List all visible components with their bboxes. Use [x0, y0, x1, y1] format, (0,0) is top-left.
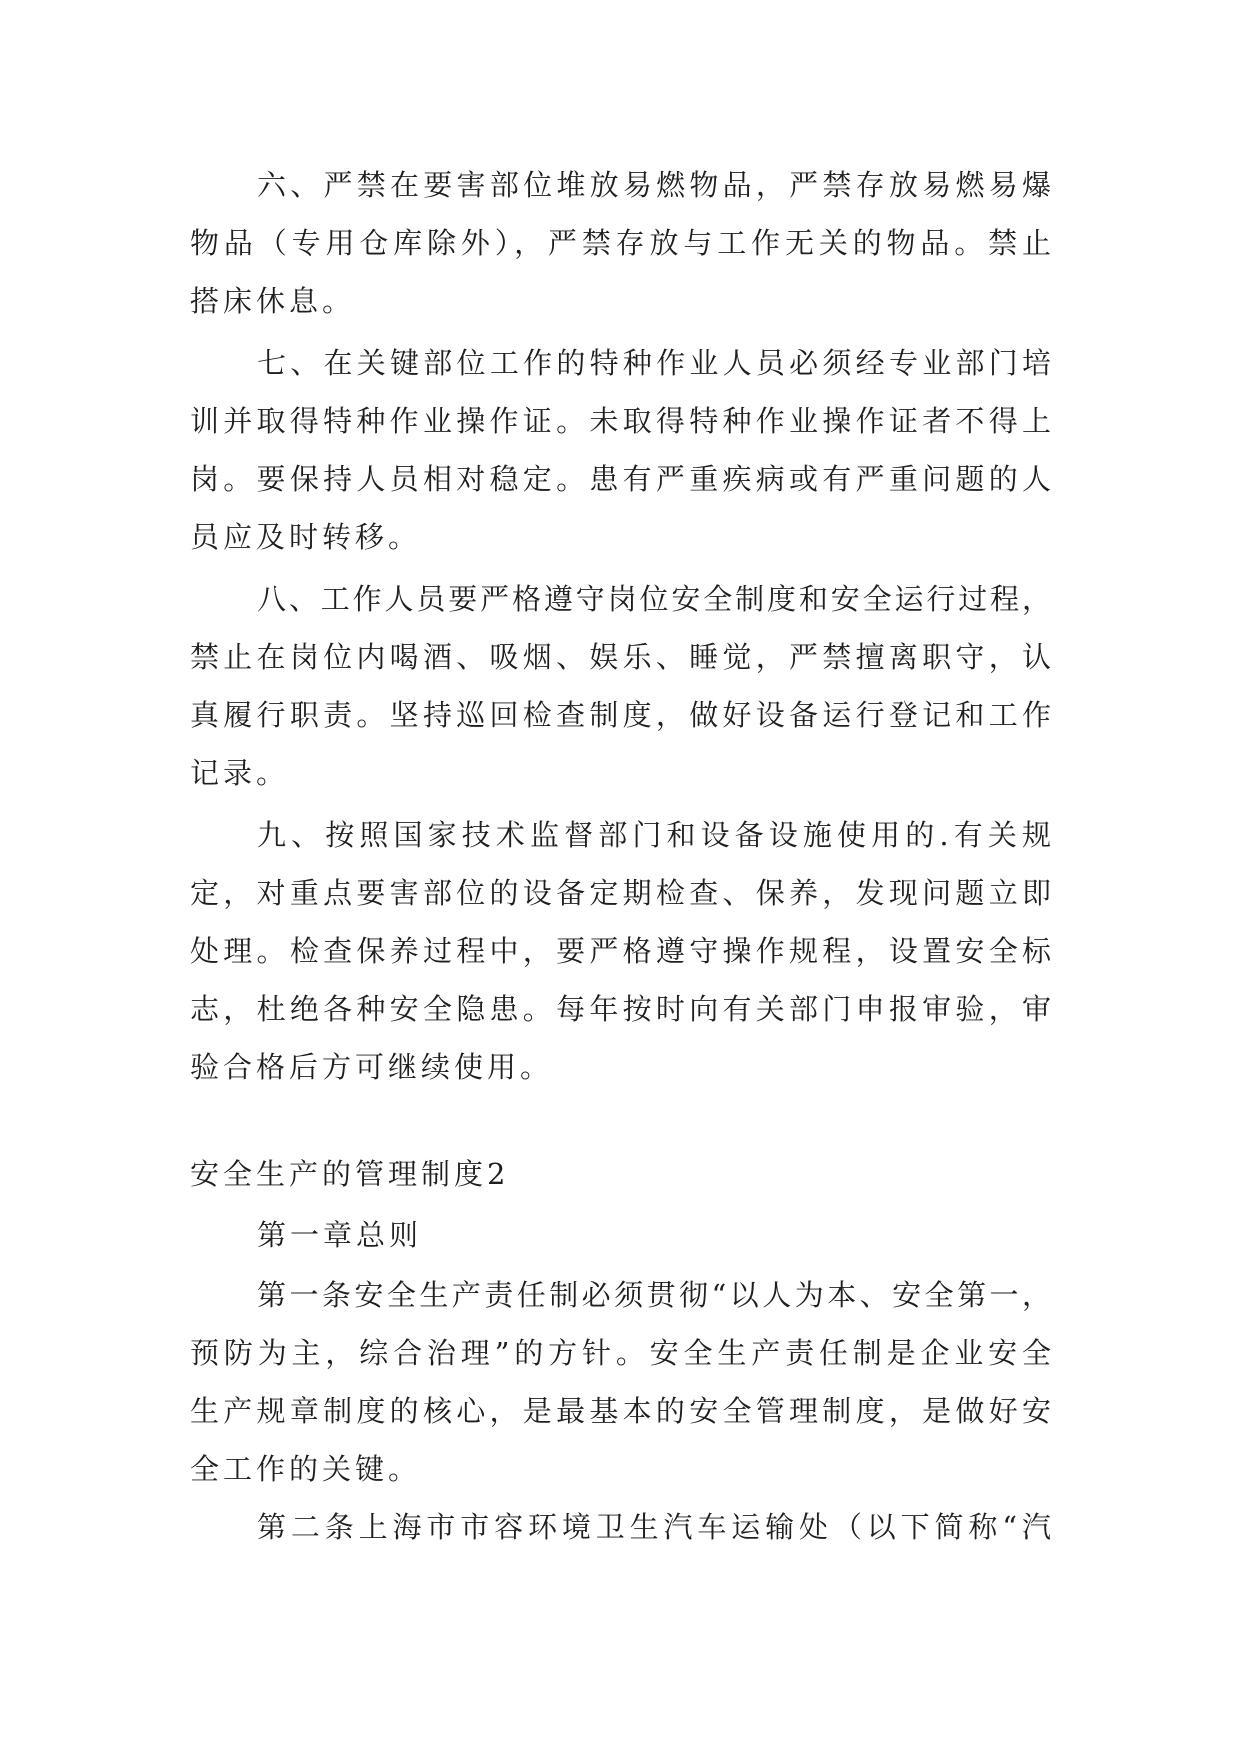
- chapter-heading: [190, 1206, 1051, 1264]
- paragraph-line: 九、按照国家技术监督部门和设备设施使用的.有关规: [257, 818, 1051, 852]
- paragraph-line: 真履行职责。坚持巡回检查制度，做好设备运行登记和工作: [190, 698, 1051, 732]
- paragraph-line: 搭床休息。: [190, 284, 356, 318]
- paragraph: [190, 1498, 1051, 1556]
- paragraph-line: 志，杜绝各种安全隐患。每年按时向有关部门申报审验，审: [190, 992, 1051, 1026]
- paragraph-line: 员应及时转移。: [190, 520, 422, 554]
- paragraph: [190, 570, 1051, 802]
- paragraph-line: 物品（专用仓库除外），严禁存放与工作无关的物品。禁止: [190, 226, 1051, 260]
- paragraph-line: 全工作的关键。: [190, 1452, 422, 1486]
- paragraph-line: 六、严禁在要害部位堆放易燃物品，严禁存放易燃易爆: [257, 168, 1051, 202]
- paragraph-line: 七、在关键部位工作的特种作业人员必须经专业部门培: [257, 346, 1051, 380]
- paragraph-line: 岗。要保持人员相对稳定。患有严重疾病或有严重问题的人: [190, 462, 1051, 496]
- chapter-heading-text: 第一章总则: [257, 1218, 423, 1252]
- paragraph: [190, 334, 1051, 566]
- paragraph-line: 生产规章制度的核心，是最基本的安全管理制度，是做好安: [190, 1394, 1051, 1428]
- paragraph-line: 第二条上海市市容环境卫生汽车运输处（以下简称“汽: [257, 1510, 1051, 1544]
- paragraph-line: 训并取得特种作业操作证。未取得特种作业操作证者不得上: [190, 404, 1051, 438]
- paragraph-line: 预防为主，综合治理”的方针。安全生产责任制是企业安全: [190, 1336, 1051, 1370]
- paragraph-line: 验合格后方可继续使用。: [190, 1050, 554, 1084]
- paragraph: [190, 156, 1051, 330]
- paragraph: [190, 1266, 1051, 1498]
- paragraph-line: 定，对重点要害部位的设备定期检查、保养，发现问题立即: [190, 876, 1051, 910]
- paragraph-line: 禁止在岗位内喝酒、吸烟、娱乐、睡觉，严禁擅离职守，认: [190, 640, 1051, 674]
- paragraph-line: 记录。: [190, 756, 290, 790]
- paragraph: [190, 806, 1051, 1096]
- paragraph-line: 八、工作人员要严格遵守岗位安全制度和安全运行过程，: [257, 582, 1051, 616]
- paragraph-line: 处理。检查保养过程中，要严格遵守操作规程，设置安全标: [190, 934, 1051, 968]
- section-title: [190, 1145, 1051, 1203]
- section-title-text: 安全生产的管理制度2: [190, 1157, 510, 1191]
- paragraph-line: 第一条安全生产责任制必须贯彻“以人为本、安全第一，: [257, 1278, 1051, 1312]
